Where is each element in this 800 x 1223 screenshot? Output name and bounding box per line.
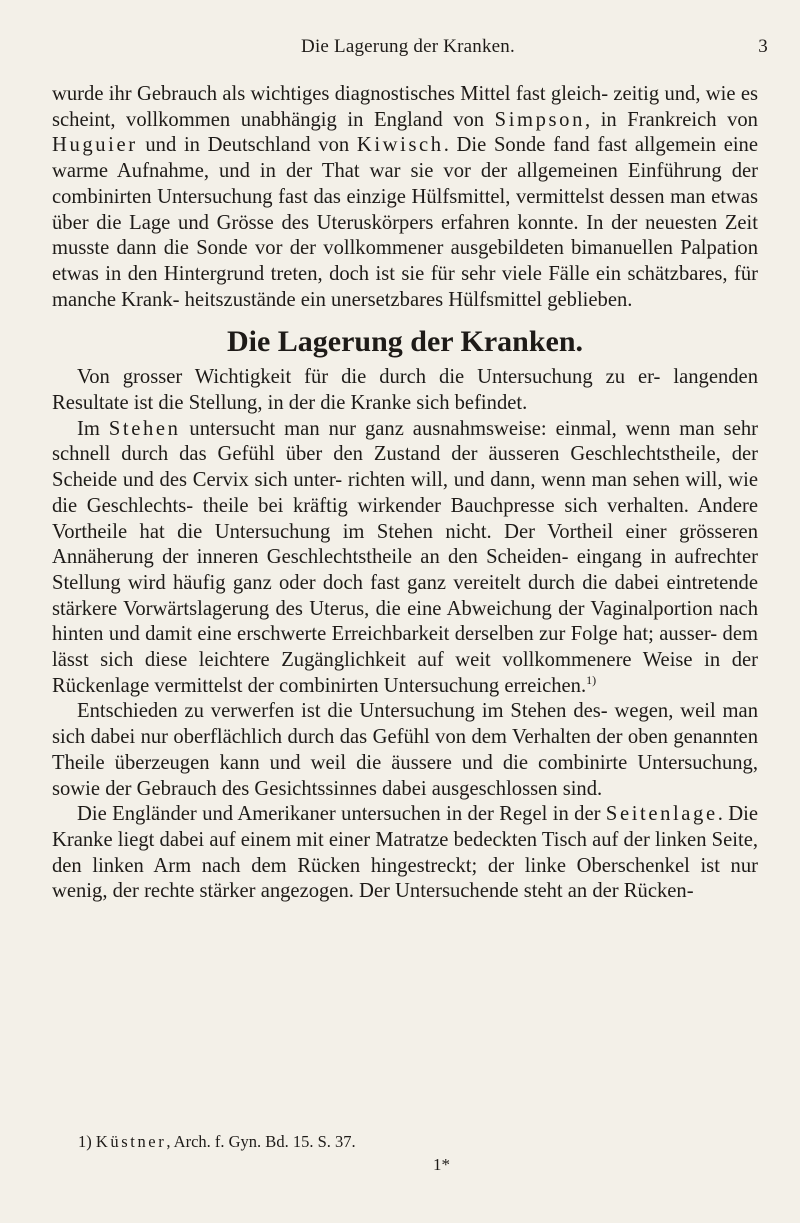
- name-simpson: Simpson: [494, 108, 585, 131]
- text-run: und in Deutschland von: [137, 134, 357, 157]
- footnote-author: Küstner: [95, 1132, 167, 1151]
- text-run: Die Engländer und Amerikaner untersuchen in der Regel in der: [77, 803, 606, 826]
- running-head-title: Die Lagerung der Kranken.: [301, 36, 515, 57]
- text-run: untersucht man nur ganz ausnahmsweise: einmal, wenn man sehr schnell durch das Gefühl über den Zustand der äusseren Geschlechtstheile, der Scheide und des Cervix sich unter- richten will, und dann, wenn man sehen will, wie die Geschlechts- theile bei kräftig wirkender Bauchpresse sich verhalten. Andere Vortheile hat die Untersuchung im Stehen nicht. Der Vortheil einer grösseren Annäherung der inneren Geschlechtstheile an den Scheiden- eingang in aufrechter Stellung wird häufig ganz oder doch fast ganz vereitelt durch die dabei eintretende stärkere Vorwärtslagerung des Uterus, die eine Abweichung der Vaginalportion nach hinten und damit eine erschwerte Erreichbarkeit derselben zur Folge hat; ausser- dem lässt sich diese leichtere Zugänglichkeit auf weit vollkommenere Weise in der Rückenlage vermittelst der combinirten Untersuchung erreichen.: [52, 417, 758, 697]
- paragraph-seitenlage: [52, 802, 758, 905]
- paragraph-stehen: [52, 417, 758, 700]
- paragraph-sonde: [52, 82, 758, 313]
- text-run: . Die Kranke liegt dabei auf einem mit einer Matratze bedeckten Tisch auf der linken Seite, den linken Arm nach dem Rücken hingestreckt; der linke Oberschenkel ist nur wenig, der rechte stärker angezogen. Der Untersuchende steht an der Rücken-: [52, 803, 758, 903]
- body-text: [52, 82, 758, 905]
- footnote: [78, 1132, 758, 1152]
- paragraph-stellung: Von grosser Wichtigkeit für die durch die Untersuchung zu er- langenden Resultate ist die Stellung, in der die Kranke sich befindet.: [52, 366, 758, 415]
- section-heading: Die Lagerung der Kranken.: [226, 325, 584, 359]
- text-run: Im: [77, 417, 109, 440]
- name-kiwisch: Kiwisch: [356, 134, 444, 157]
- text-run: , in Frankreich von: [584, 108, 758, 131]
- term-stehen: Stehen: [108, 417, 181, 440]
- footnote-marker: 1): [78, 1132, 92, 1151]
- running-head: [48, 36, 768, 60]
- text-run: . Die Sonde fand fast allgemein eine warme Aufnahme, und in der That war sie vor der allgemeinen Einführung der combinirten Untersuchung fast das einzige Hülfsmittel, vermittelst dessen man etwas über die Lage und Grösse des Uteruskörpers erfahren konnte. In der neuesten Zeit musste dann die Sonde vor der vollkommener ausgebildeten bimanuellen Palpation etwas in den Hintergrund treten, doch ist sie für sehr viele Fälle ein schätzbares, für manche Krank- heitszustände ein unersetzbares Hülfsmittel geblieben.: [52, 134, 758, 311]
- page-number: 3: [758, 36, 768, 57]
- footnote-reference: , Arch. f. Gyn. Bd. 15. S. 37.: [166, 1132, 356, 1151]
- name-huguier: Huguier: [52, 134, 138, 157]
- printer-signature: 1*: [433, 1155, 450, 1174]
- term-seitenlage: Seitenlage: [605, 803, 718, 826]
- text-run: wurde ihr Gebrauch als wichtiges diagnostisches Mittel fast gleich- zeitig und, wie es scheint, vollkommen unabhängig in England von: [52, 83, 758, 131]
- paragraph-verwerfen: Entschieden zu verwerfen ist die Untersuchung im Stehen des- wegen, weil man sich dabei nur oberflächlich durch das Gefühl von dem Verhalten der oben genannten Theile überzeugen kann und weil die äussere und die combinirte Untersuchung, sowie der Gebrauch des Gesichtssinnes dabei ausgeschlossen sind.: [52, 700, 758, 800]
- footnote-ref[interactable]: 1): [586, 672, 597, 687]
